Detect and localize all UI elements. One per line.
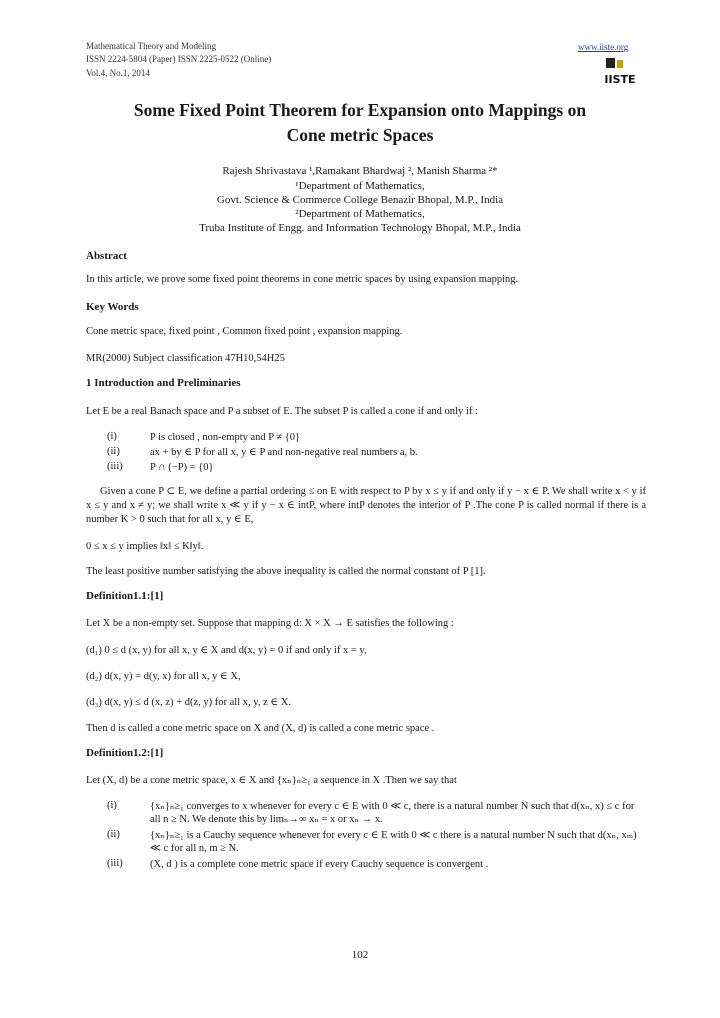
- keywords-text: Cone metric space, fixed point , Common fixed point , expansion mapping.: [86, 326, 403, 337]
- page-number: 102: [351, 949, 369, 961]
- affiliation-2-institution: Truba Institute of Engg. and Information Technology Bhopal, M.P., India: [199, 222, 521, 234]
- affiliation-2-dept: ²Department of Mathematics,: [295, 208, 425, 220]
- cone-item-3-num: (iii): [107, 461, 123, 472]
- cone-item-3-text: P ∩ (−P) = {0}: [150, 462, 214, 473]
- cone-item-2-num: (ii): [107, 446, 120, 457]
- sequence-item-2-text: {xₙ}ₙ≥₁ is a Cauchy sequence whenever for every c ∈ E with 0 ≪ c there is a natural number N such that d(xₙ, xₘ) ≪ c for all n, m ≥ N.: [150, 830, 637, 854]
- abstract-heading: Abstract: [86, 250, 127, 262]
- cone-metric-space-definition: Then d is called a cone metric space on X and (X, d) is called a cone metric space .: [86, 723, 435, 734]
- iiste-logo: [604, 56, 636, 86]
- cone-definition-intro: Let E be a real Banach space and P a subset of E. The subset P is called a cone if and only if :: [86, 406, 478, 417]
- cone-item-1-text: P is closed , non-empty and P ≠ {0}: [150, 432, 301, 443]
- definition-1-2-heading: Definition1.2:[1]: [86, 747, 164, 759]
- affiliation-1-institution: Govt. Science & Commerce College Benazir Bhopal, M.P., India: [216, 194, 504, 206]
- journal-name: Mathematical Theory and Modeling: [86, 41, 217, 51]
- axiom-d1: (d₁) 0 ≤ d (x, y) for all x, y ∈ X and d(x, y) = 0 if and only if x = y,: [86, 645, 367, 656]
- affiliation-1-dept: ¹Department of Mathematics,: [295, 180, 425, 192]
- axiom-d3: (d₃) d(x, y) ≤ d (x, z) + d(z, y) for all x, y, z ∈ X.: [86, 697, 291, 708]
- paper-title-line2: Cone metric Spaces: [286, 125, 434, 145]
- normal-cone-inequality: 0 ≤ x ≤ y implies ‖x‖ ≤ K‖y‖.: [86, 541, 204, 552]
- axiom-d2: (d₂) d(x, y) = d(y, x) for all x, y ∈ X,: [86, 671, 241, 682]
- keywords-heading: Key Words: [86, 301, 139, 313]
- cone-item-1-num: (i): [107, 431, 117, 442]
- iiste-logo-icon: [604, 56, 636, 86]
- paper-title-line1: Some Fixed Point Theorem for Expansion onto Mappings on: [133, 100, 587, 120]
- sequence-item-2-num: (ii): [107, 829, 120, 840]
- journal-volume: Vol.4, No.1, 2014: [86, 68, 150, 78]
- definition-1-1-heading: Definition1.1:[1]: [86, 590, 164, 602]
- definition-1-2-intro: Let (X, d) be a cone metric space, x ∈ X and {xₙ}ₙ≥₁ a sequence in X .Then we say that: [86, 775, 457, 786]
- svg-text:IISTE: IISTE: [604, 73, 636, 86]
- normal-constant-text: The least positive number satisfying the above inequality is called the normal constant of P [1].: [86, 566, 486, 577]
- section-1-heading: 1 Introduction and Preliminaries: [86, 377, 241, 389]
- sequence-item-3-num: (iii): [107, 858, 123, 869]
- journal-issn: ISSN 2224-5804 (Paper) ISSN 2225-0522 (Online): [86, 54, 272, 64]
- sequence-item-1-num: (i): [107, 800, 117, 811]
- journal-url-link[interactable]: www.iiste.org: [578, 42, 629, 52]
- partial-ordering-paragraph: Given a cone P ⊂ E, we define a partial ordering ≤ on E with respect to P by x ≤ y if and only if y − x ∈ P. We shall write x < y if x ≤ y and x ≠ y; we shall write x ≪ y if y − x ∈ intP, where intP denotes the interior of P .The cone P is called normal if there is a number K > 0 such that for all x, y ∈ E,: [86, 486, 646, 525]
- author-list: Rajesh Shrivastava ¹,Ramakant Bhardwaj ², Manish Sharma ²*: [222, 165, 498, 177]
- msc-classification: MR(2000) Subject classification 47H10,54H25: [86, 353, 285, 364]
- abstract-text: In this article, we prove some fixed point theorems in cone metric spaces by using expansion mapping.: [86, 274, 519, 285]
- cone-item-2-text: ax + by ∈ P for all x, y ∈ P and non-negative real numbers a, b.: [150, 447, 418, 458]
- sequence-item-1-text: {xₙ}ₙ≥₁ converges to x whenever for every c ∈ E with 0 ≪ c, there is a natural number N such that d(xₙ, x) ≤ c for all n ≥ N. We denote this by limₙ→∞ xₙ = x or xₙ → x.: [150, 801, 635, 825]
- sequence-item-3-text: (X, d ) is a complete cone metric space if every Cauchy sequence is convergent .: [150, 859, 489, 870]
- definition-1-1-intro: Let X be a non-empty set. Suppose that mapping d: X × X → E satisfies the following :: [86, 618, 454, 629]
